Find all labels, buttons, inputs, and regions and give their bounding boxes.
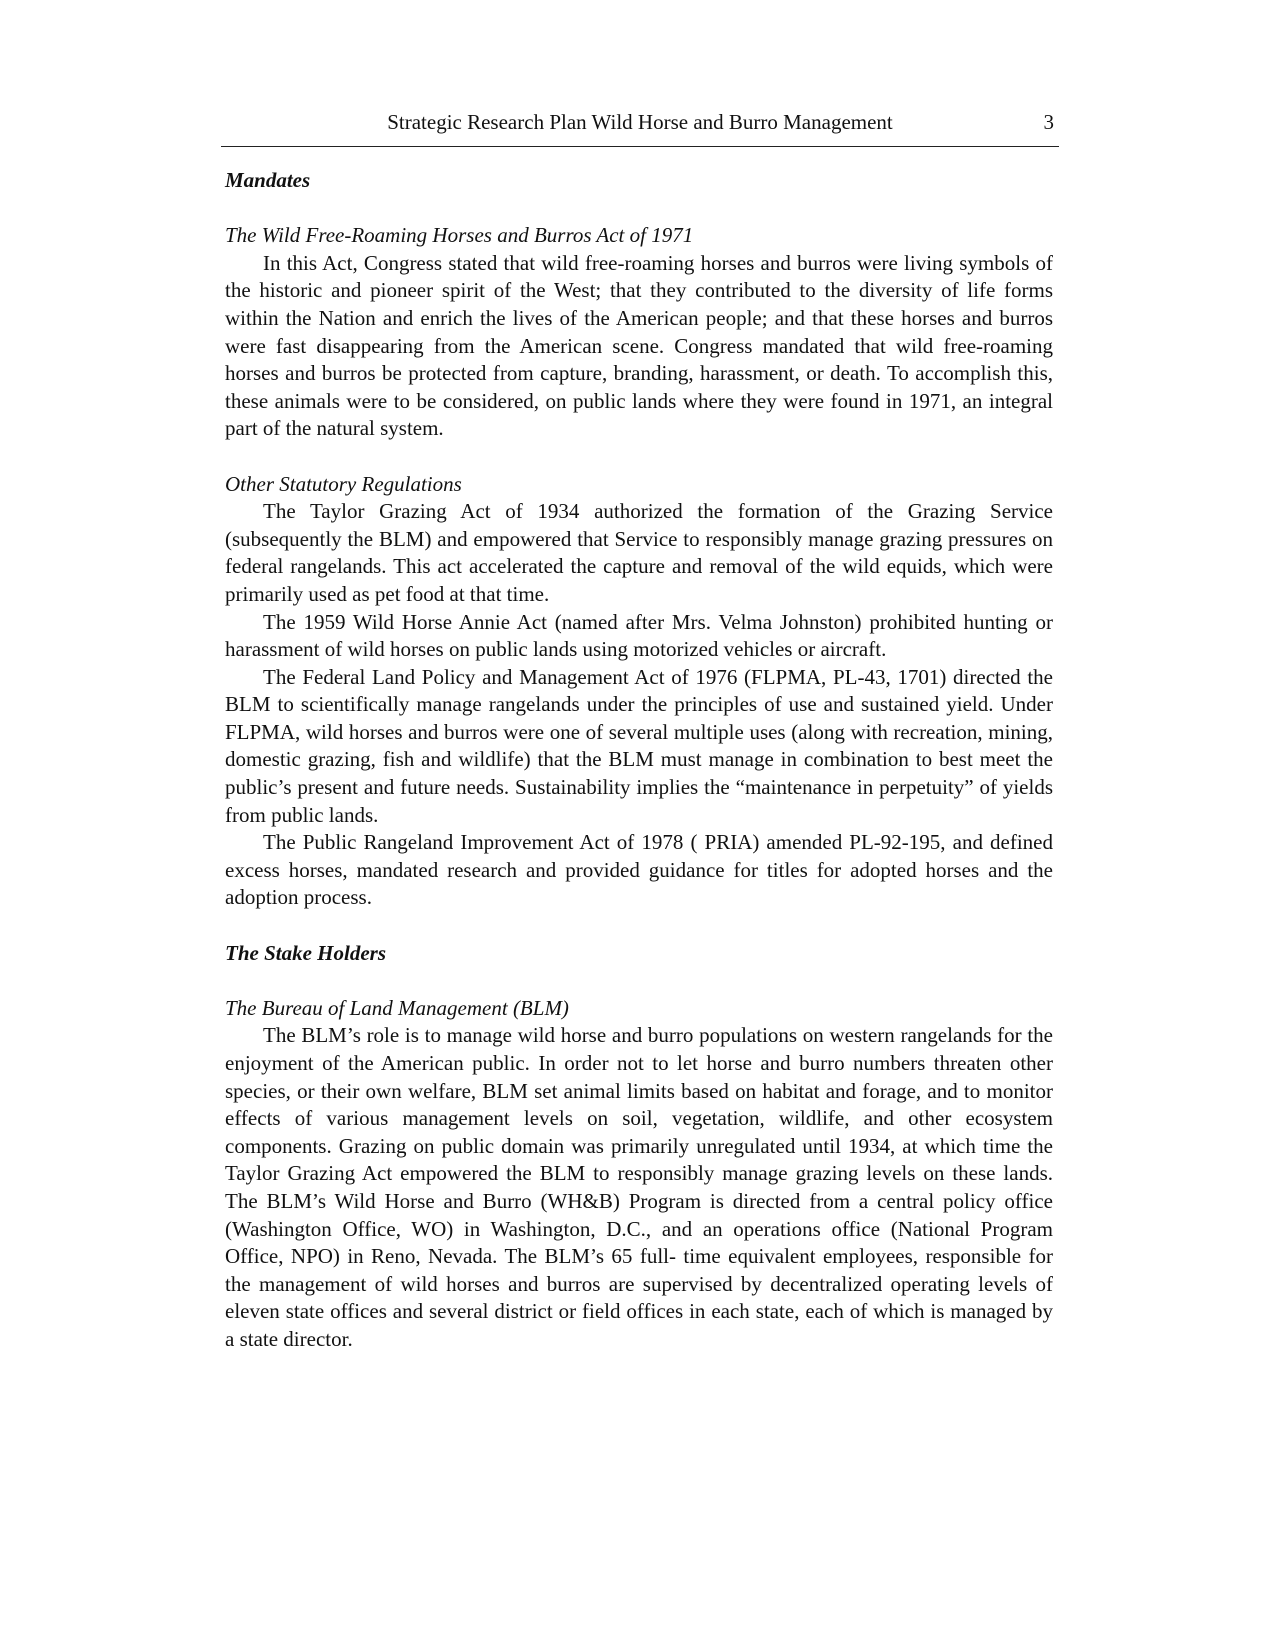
document-body — [225, 167, 1053, 1354]
subsection-heading-blm: The Bureau of Land Management (BLM) — [225, 995, 569, 1020]
spacer — [225, 912, 1053, 940]
spacer — [225, 443, 1053, 471]
subsection-heading-act-1971: The Wild Free-Roaming Horses and Burros Act of 1971 — [225, 223, 694, 248]
section-heading-mandates: Mandates — [225, 168, 311, 192]
paragraph-act-1971: In this Act, Congress stated that wild free-roaming horses and burros were living symbols of the historic and pioneer spirit of the West; that they contributed to the diversity of life forms within the Nation and enrich the lives of the American people; and that these horses and burros were fast disappearing from the American scene. Congress mandated that wild free-roaming horses and burros be protected from capture, branding, harassment, or death. To accomplish this, these animals were to be considered, on public lands where they were found in 1971, an integral part of the natural system. — [225, 250, 1053, 441]
paragraph-wild-horse-annie-act: The 1959 Wild Horse Annie Act (named after Mrs. Velma Johnston) prohibited hunting or harassment of wild horses on public lands using motorized vehicles or aircraft. — [225, 609, 1053, 662]
paragraph-blm-role: The BLM’s role is to manage wild horse and burro populations on western rangelands for the enjoyment of the American public. In order not to let horse and burro numbers threaten other species, or their own welfare, BLM set animal limits based on habitat and forage, and to monitor effects of various management levels on soil, vegetation, wildlife, and other ecosystem components. Grazing on public domain was primarily unregulated until 1934, at which time the Taylor Grazing Act empowered the BLM to responsibly manage grazing levels on these lands. The BLM’s Wild Horse and Burro (WH&B) Program is directed from a central policy office (Washington Office, WO) in Washington, D.C., and an operations office (National Program Office, NPO) in Reno, Nevada. The BLM’s 65 full- time equivalent employees, responsible for the management of wild horses and burros are supervised by decentralized operating levels of eleven state offices and several district or field offices in each state, each of which is managed by a state director. — [225, 1023, 1053, 1351]
page-number: 3 — [1043, 110, 1054, 134]
spacer — [225, 195, 1053, 223]
paragraph-pria: The Public Rangeland Improvement Act of 1978 ( PRIA) amended PL-92-195, and defined excess horses, mandated research and provided guidance for titles for adopted horses and the adoption process. — [225, 830, 1053, 910]
subsection-heading-other-regulations: Other Statutory Regulations — [225, 471, 462, 496]
paragraph-taylor-grazing-act: The Taylor Grazing Act of 1934 authorized the formation of the Grazing Service (subsequently the BLM) and empowered that Service to responsibly manage grazing pressures on federal rangelands. This act accelerated the capture and removal of the wild equids, which were primarily used as pet food at that time. — [225, 499, 1053, 606]
paragraph-flpma: The Federal Land Policy and Management Act of 1976 (FLPMA, PL-43, 1701) directed the BLM to scientifically manage rangelands under the principles of use and sustained yield. Under FLPMA, wild horses and burros were one of several multiple uses (along with recreation, mining, domestic grazing, fish and wildlife) that the BLM must manage in combination to best meet the public’s present and future needs. Sustainability implies the “maintenance in perpetuity” of yields from public lands. — [225, 664, 1053, 827]
running-title: Strategic Research Plan Wild Horse and Burro Management — [387, 110, 893, 134]
page-header — [221, 104, 1059, 147]
spacer — [225, 967, 1053, 995]
section-heading-stakeholders: The Stake Holders — [225, 940, 386, 965]
